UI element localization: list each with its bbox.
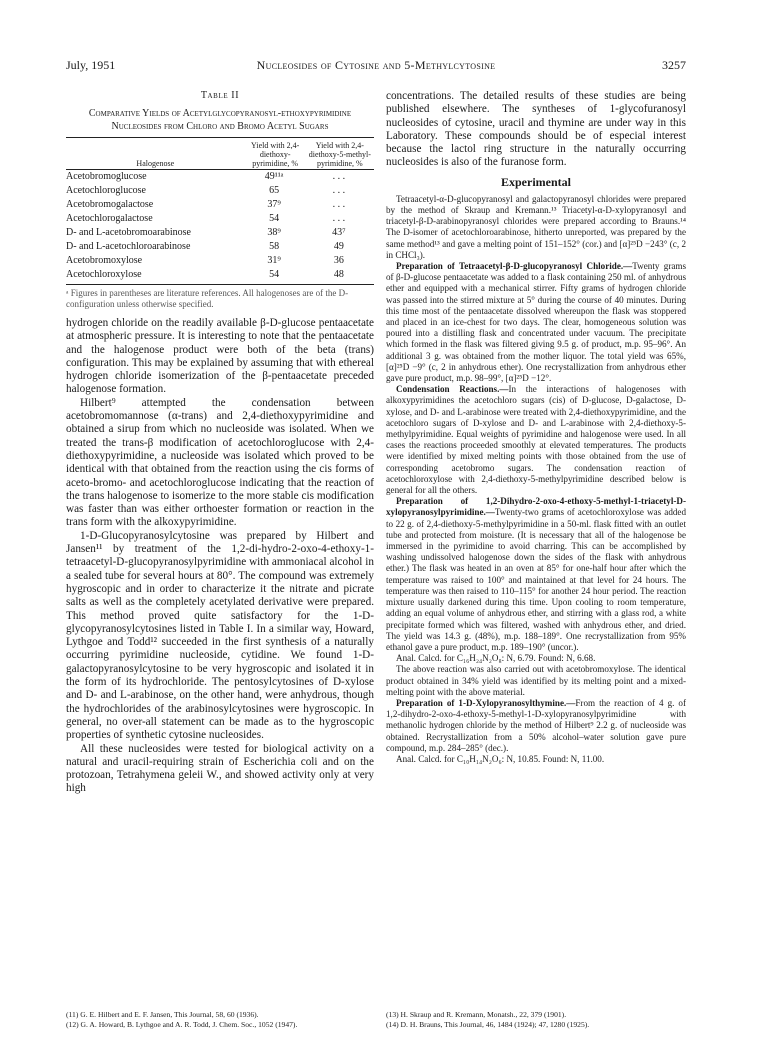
- left-column: [66, 90, 374, 796]
- experimental-paragraph: [386, 754, 686, 765]
- paragraph-heading: Preparation of 1,2-Dihydro-2-oxo-4-ethoxy-5-methyl-1-triacetyl-D-xylopyranosylpyrimidine.—: [386, 496, 686, 518]
- experimental-paragraph: [386, 261, 686, 384]
- running-title: Nucleosides of Cytosine and 5-Methylcytosine: [256, 58, 496, 72]
- table-title: Table II: [200, 90, 240, 101]
- references-right: [386, 1010, 686, 1029]
- table-row: [66, 198, 374, 212]
- experimental-section: [386, 194, 686, 765]
- yield-cell: 54: [269, 213, 280, 224]
- halogenose-cell: Acetochlorogalactose: [66, 213, 153, 224]
- paragraph-text: Tetraacetyl-α-D-glucopyranosyl and galactopyranosyl chlorides were prepared by the method of Skraup and Kremann.¹³ Triacetyl-α-D-xylopyranosyl and triacetyl-β-D-arabinopyranosyl chlorides were prepared according to Brauns.¹⁴ The D-isomer of acetochloroarabinose, hitherto unreported, was prepared by the same method¹³ and gave a melting point of 151–152° (cor.) and [α]²⁵D −243° (c, 2 in CHCl₃).: [386, 193, 686, 260]
- header-date: July, 1951: [66, 58, 116, 72]
- yield-cell: 43⁷: [332, 227, 346, 238]
- paragraph: All these nucleosides were tested for biological activity on a natural and uracil-requiring strain of Escherichia coli and on the protozoan, Tetrahymena geleii W., and showed activity only at very high: [66, 742, 374, 795]
- reference: (11) G. E. Hilbert and E. F. Jansen, This Journal, 58, 60 (1936).: [66, 1010, 259, 1019]
- yield-cell: 37⁹: [267, 199, 281, 210]
- left-body: [66, 317, 374, 796]
- experimental-paragraph: [386, 496, 686, 653]
- paragraph-text: Anal. Calcd. for C₁₀H₁₄N₂O₆: N, 10.85. Found: N, 11.00.: [396, 753, 605, 764]
- yield-cell: . . .: [332, 199, 346, 210]
- page-number: 3257: [662, 58, 686, 72]
- page-header: [66, 58, 686, 74]
- yield-cell: 31⁹: [267, 255, 281, 266]
- table-row: [66, 268, 374, 285]
- yield-cell: . . .: [332, 171, 346, 182]
- paragraph: concentrations. The detailed results of these studies are being published elsewhere. The syntheses of 1-glycofuranosyl nucleosides of cytosine, uracil and thymine are under way in this Laboratory. These compounds should be of especial interest because the lactol ring structure in the naturally occurring nucleosides is also of the furanose form.: [386, 90, 686, 169]
- yield-cell: 48: [306, 268, 374, 285]
- table-caption: Comparative Yields of Acetylglycopyranosyl-ethoxypyrimidine Nucleosides from Chloro and Bromo Acetyl Sugars: [88, 108, 352, 132]
- table-body: [66, 170, 374, 285]
- reference: (12) G. A. Howard, B. Lythgoe and A. R. Todd, J. Chem. Soc., 1052 (1947).: [66, 1019, 298, 1029]
- paragraph-text: From the reaction of 4 g. of 1,2-dihydro-2-oxo-4-ethoxy-5-methyl-1-D-xylopyranosylpyrimidine with methanolic hydrogen chloride by the method of Hilbert⁹ 2.2 g. of nucleoside was obtained. Recrystallization from a 50% alcohol–water solution gave pure compound, m.p. 284–285° (dec.).: [386, 697, 686, 753]
- right-column: [386, 90, 686, 765]
- table-footnote: ᵃ Figures in parentheses are literature references. All halogenoses are of the D-configuration unless otherwise specified.: [66, 288, 349, 309]
- column-header: Halogenose: [66, 138, 245, 170]
- section-heading: Experimental: [501, 174, 571, 189]
- experimental-paragraph: [386, 664, 686, 698]
- yield-cell: 49: [333, 241, 344, 252]
- experimental-paragraph: [386, 698, 686, 754]
- table-row: [66, 184, 374, 198]
- yield-cell: 49¹¹ᵃ: [264, 171, 284, 182]
- experimental-paragraph: [386, 194, 686, 261]
- paragraph-text: In the interactions of halogenoses with alkoxypyrimidines the acetochloro sugars (cis) of D-glucose, D-galactose, D-xylose, and D- and L-arabinose were treated with 2,4-diethoxypyrimidine, and the acetochloro sugars of D-xylose and D- and L-arabinose with 2,4-diethoxy-5-methylpyrimidine. Equal weights of pyrimidine and halogenose were used. In all cases the reactions proceeded smoothly at elevated temperatures. The products were identified by mixed melting points with those obtained from the use of corresponding acetobromo sugars. The condensation reaction of acetochloroxylose with 2,4-diethoxy-5-methylpyrimidine described below is general for all the others.: [386, 384, 686, 496]
- table-row: [66, 170, 374, 185]
- paragraph-text: Anal. Calcd. for C₁₆H₂₄N₂O₈: N, 6.79. Found: N, 6.68.: [396, 653, 596, 664]
- table-row: [66, 212, 374, 226]
- yield-cell: 65: [269, 185, 280, 196]
- paragraph: hydrogen chloride on the readily available β-D-glucose pentaacetate at atmospheric pressure. It is interesting to note that the pentaacetate and the halogenose product were both of the beta (trans) configuration. This may be explained by assuming that with ethereal hydrogen chloride isomerization of the β-pentaacetate preceded halogenose formation.: [66, 317, 374, 396]
- halogenose-cell: Acetochloroglucose: [66, 185, 146, 196]
- yield-cell: 36: [333, 255, 344, 266]
- yield-cell: 38⁹: [267, 227, 281, 238]
- reference: (13) H. Skraup and R. Kremann, Monatsh., 22, 379 (1901).: [386, 1010, 567, 1019]
- halogenose-cell: D- and L-acetochloroarabinose: [66, 241, 191, 252]
- paragraph-text: Twenty-two grams of acetochloroxylose was added to 22 g. of 2,4-diethoxy-5-methylpyrimidine in a 50-ml. flask fitted with an outlet tube and protected from moisture. (It is necessary that all of the halogenose be immersed in the pyrimidine to avoid charring. This can be accomplished by washing undissolved halogenose down the sides of the flask with anhydrous ether.) The flask was heated in an oven at 85° for one-half hour after which the temperature was raised to 100° and maintained at that level for 24 hours. The temperature was then raised to 110–115° for another 24 hour period. The reaction mixture usually darkened during this time. Upon cooling to room temperature, adding an equal volume of anhydrous ether, and stirring with a glass rod, a white precipitate formed which was filtered, washed with anhydrous ether, and dried. The yield was 14.3 g. (48%), m.p. 188–189°. One recrystallization from 95% ethanol gave a pure product, m.p. 189–190° (uncor.).: [386, 507, 686, 652]
- paragraph: Hilbert⁹ attempted the condensation between acetobromomannose (α-trans) and 2,4-diethoxypyrimidine and obtained a sirup from which no nucleoside was isolated. When we treated the trans-β modification of acetochloroglucose with 2,4-diethoxypyrimidine, a nucleoside was isolated which proved to be identical with that obtained from the reaction using the cis forms of aceto-bromo- and acetochloroglucose indicating that the reaction of the trans halogenose to isomerize to the more stable cis modification was faster than was either orthoester formation or reaction in the trans form with the alkoxypyrimidine.: [66, 396, 374, 529]
- paragraph-text: The above reaction was also carried out with acetobromoxylose. The identical product obtained in 34% yield was identified by its melting point and a mixed-melting point with the above material.: [386, 664, 686, 697]
- table-row: [66, 254, 374, 268]
- column-header: Yield with 2,4-diethoxy-5-methyl-pyrimidine, %: [306, 138, 374, 170]
- yield-cell: 58: [269, 241, 280, 252]
- halogenose-cell: Acetobromoxylose: [66, 255, 143, 266]
- halogenose-cell: D- and L-acetobromoarabinose: [66, 227, 191, 238]
- yields-table: [66, 137, 374, 285]
- paragraph-heading: Preparation of 1-D-Xylopyranosylthymine.—: [396, 697, 576, 708]
- table-row: [66, 240, 374, 254]
- reference: (14) D. H. Brauns, This Journal, 46, 1484 (1924); 47, 1280 (1925).: [386, 1019, 590, 1029]
- experimental-paragraph: [386, 384, 686, 496]
- paragraph: 1-D-Glucopyranosylcytosine was prepared by Hilbert and Jansen¹¹ by treatment of the 1,2-di-hydro-2-oxo-4-ethoxy-1-tetraacetyl-D-glucopyranosylpyrimidine with ammoniacal alcohol in a sealed tube for several hours at 80°. The compound was extremely hygroscopic and in order to characterize it the nitrate and picrate salts as well as the completely acetylated derivative were prepared. This method proved quite satisfactory for the 1-D-glycopyranosylcytosines listed in Table I. In a similar way, Howard, Lythgoe and Todd¹² succeeded in the first synthesis of a naturally occurring pyrimidine nucleoside, cytidine. We found 1-D-galactopyranosylcytosine to be very hygroscopic and isolated it in the form of its hydrochloride. The pentosylcytosines of D-xylose and D- and L-arabinose, on the other hand, were anhydrous, though the hydrochlorides of the arabinosylcytosines were hygroscopic. In general, no over-all statement can be made as to the hygroscopic properties of synthetic cytosine nucleosides.: [66, 529, 374, 742]
- halogenose-cell: Acetochloroxylose: [66, 268, 245, 285]
- halogenose-cell: Acetobromogalactose: [66, 199, 154, 210]
- paragraph-text: Twenty grams of β-D-glucose pentaacetate was added to a flask containing 250 ml. of anhydrous ether and equipped with a mechanical stirrer. Fifty grams of hydrogen chloride was passed into the stirred mixture at 5° during the course of 40 minutes. During this time most of the pentaacetate dissolved whereupon the flask was stoppered and placed in an ice-chest for two days. The clear, homogeneous solution was poured into a distilling flask and concentrated under vacuum. The precipitate which formed in the flask was filtered giving 9.5 g. of product, m.p. 95–96°. An additional 3 g. was obtained from the mother liquor. The total yield was 65%, [α]²⁵D −9° (c, 2 in anhydrous ether). One recrystallization from anhydrous ether gave pure product, m.p. 98–99°, [α]²⁵D −12°.: [386, 261, 686, 384]
- yield-cell: . . .: [332, 213, 346, 224]
- yield-cell: 54: [245, 268, 306, 285]
- right-intro: [386, 90, 686, 170]
- paragraph-heading: Condensation Reactions.—: [396, 384, 509, 395]
- yield-cell: . . .: [332, 185, 346, 196]
- column-header: Yield with 2,4-diethoxy-pyrimidine, %: [245, 138, 306, 170]
- experimental-paragraph: [386, 653, 686, 664]
- halogenose-cell: Acetobromoglucose: [66, 171, 147, 182]
- paragraph-heading: Preparation of Tetraacetyl-β-D-glucopyranosyl Chloride.—: [396, 261, 633, 271]
- table-row: [66, 226, 374, 240]
- references-left: [66, 1010, 374, 1029]
